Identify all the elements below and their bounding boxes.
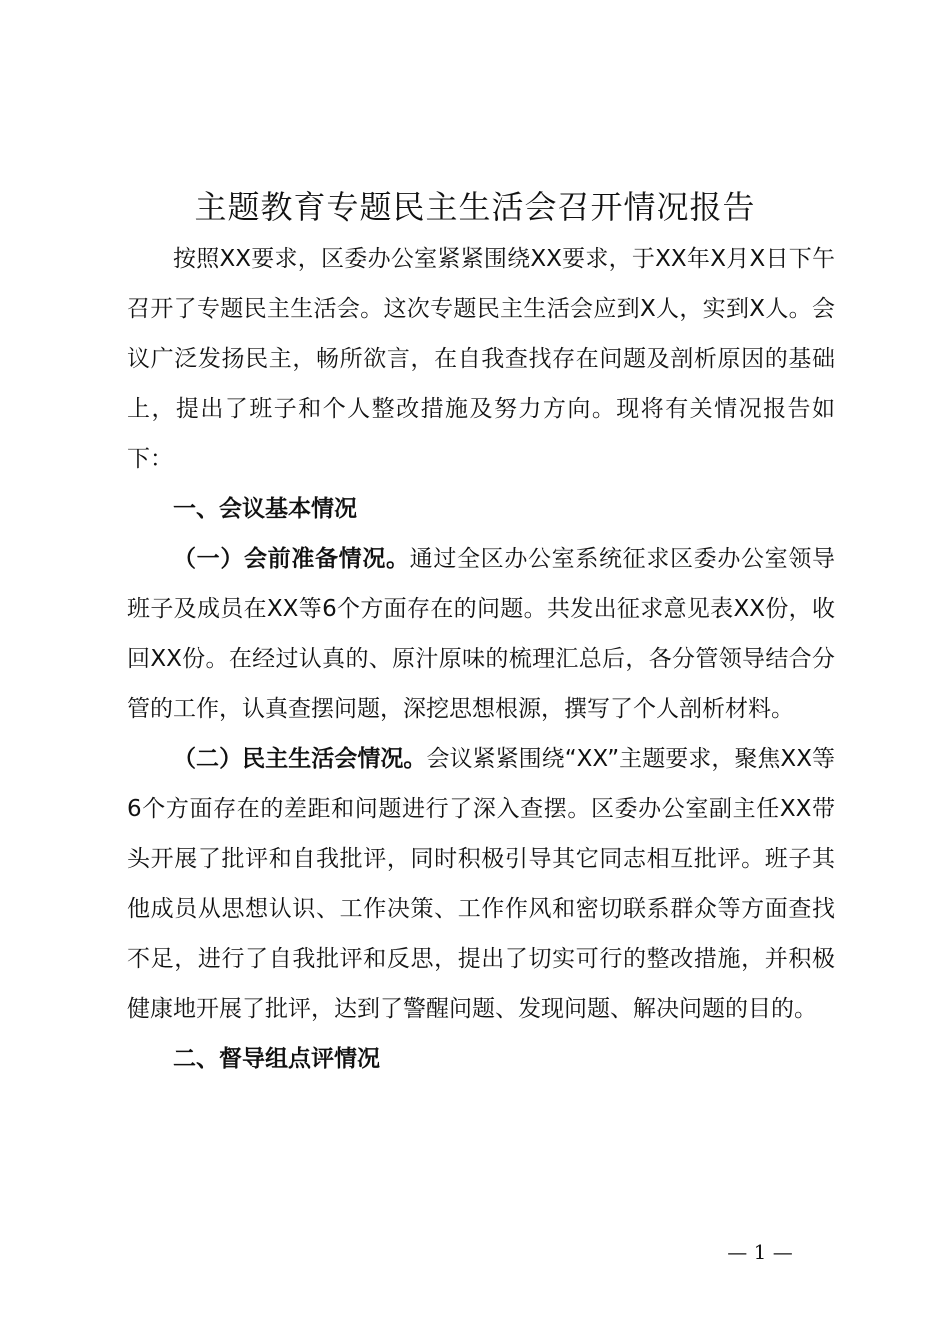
page-number: — 1 — (727, 1240, 793, 1264)
section-heading-2: 二、督导组点评情况 (173, 1046, 380, 1072)
subsection-lead-1: （一）会前准备情况。 (173, 546, 410, 572)
subsection-paragraph-2 (127, 734, 835, 1034)
document-title: 主题教育专题民主生活会召开情况报告 (194, 188, 756, 226)
subsection-lead-2: （二）民主生活会情况。 (173, 746, 427, 772)
intro-paragraph: 按照XX要求，区委办公室紧紧围绕XX要求，于XX年X月X日下午召开了专题民主生活会。这次专题民主生活会应到X人，实到X人。会议广泛发扬民主，畅所欲言，在自我查找存在问题及剖析原因的基础上，提出了班子和个人整改措施及努力方向。现将有关情况报告如下： (127, 246, 835, 472)
subsection-text-2: 会议紧紧围绕“XX”主题要求，聚焦XX等6个方面存在的差距和问题进行了深入查摆。区委办公室副主任XX带头开展了批评和自我批评，同时积极引导其它同志相互批评。班子其他成员从思想认识、工作决策、工作作风和密切联系群众等方面查找不足，进行了自我批评和反思，提出了切实可行的整改措施，并积极健康地开展了批评，达到了警醒问题、发现问题、解决问题的目的。 (127, 746, 835, 1022)
section-heading-1: 一、会议基本情况 (173, 496, 357, 522)
subsection-paragraph-1 (127, 534, 835, 734)
subsection-text-1: 通过全区办公室系统征求区委办公室领导班子及成员在XX等6个方面存在的问题。共发出征求意见表XX份，收回XX份。在经过认真的、原汁原味的梳理汇总后，各分管领导结合分管的工作，认真查摆问题，深挖思想根源，撰写了个人剖析材料。 (127, 546, 836, 722)
document-body (127, 234, 835, 1084)
